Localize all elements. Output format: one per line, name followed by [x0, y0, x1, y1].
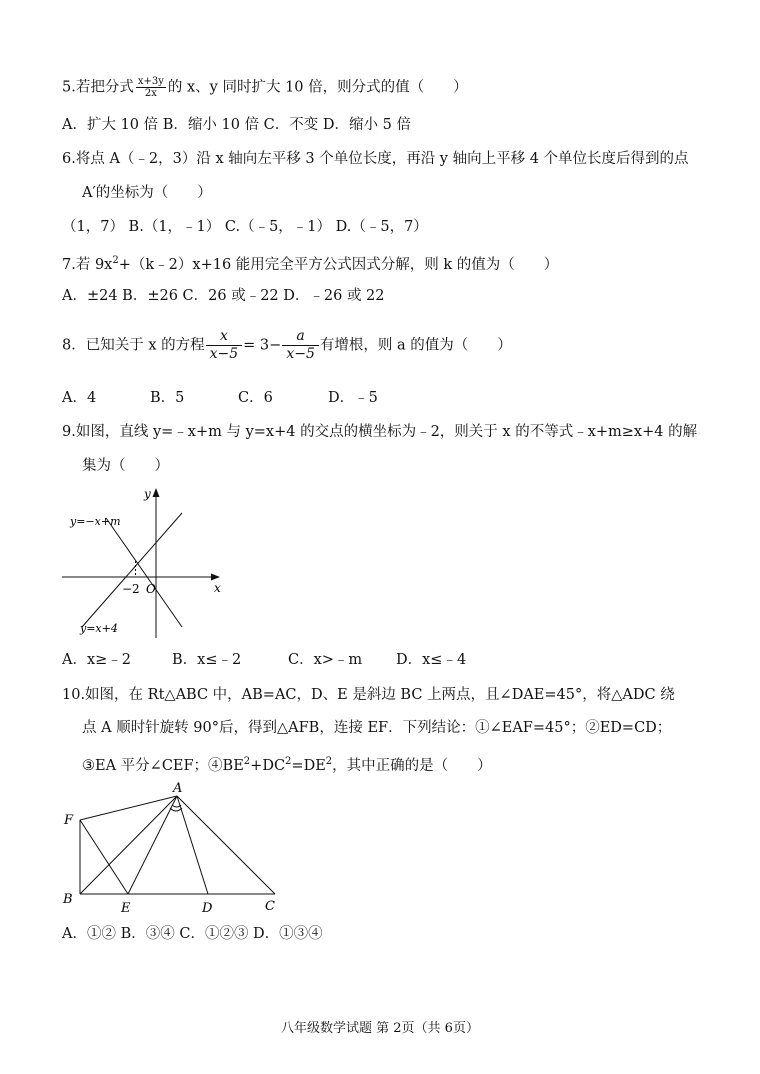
segment-AC: [177, 796, 275, 894]
q9-stem-line2: 集为（ ）: [82, 458, 169, 474]
x-axis-arrow: [211, 574, 220, 581]
q9-options: A．x≥﹣2 B．x≤﹣2 C．x>﹣m D．x≤﹣4: [62, 652, 467, 668]
line-y-eq-x-plus-4: [82, 513, 182, 627]
q10-stem-line2: 点 A 顺时针旋转 90°后，得到△AFB，连接 EF．下列结论：①∠EAF=45°；②ED=CD；: [82, 720, 672, 736]
label-A: A: [173, 781, 183, 796]
label-C: C: [265, 899, 275, 914]
q8-fraction-left: $\frac{x}{x-5}$: [206, 328, 243, 363]
segment-AB: [80, 796, 177, 894]
q5-stem: 5.若把分式 $\frac{x+3y}{2x}$ 的 x、y 同时扩大 10 倍，则分式的值（ ）: [62, 76, 468, 99]
label-line-x-plus-4: y=x+4: [80, 622, 118, 635]
q5-options: A．扩大 10 倍 B．缩小 10 倍 C．不变 D．缩小 5 倍: [62, 117, 411, 133]
label-line-neg-x-plus-m: y=−x+m: [70, 515, 121, 528]
q8-options: A．4 B．5 C．6 D．﹣5: [62, 390, 378, 406]
label-B: B: [63, 892, 73, 907]
q8-stem: 8．已知关于 x 的方程 $\frac{x}{x-5}$ = 3− $\frac{a}{x-5}$ 有增根，则 a 的值为（ ）: [62, 328, 512, 362]
label-origin: O: [146, 582, 156, 596]
label-E: E: [121, 901, 131, 916]
q9-figure: [60, 480, 230, 642]
q10-stem-line3: ③EA 平分∠CEF；$④BE^2+DC^2=DE^2$，其中正确的是（ ）: [82, 756, 492, 774]
q6-options: （1，7） B.（1，﹣1） C.（﹣5，﹣1） D.（﹣5，7）: [62, 219, 428, 235]
q6-stem-line2: A′的坐标为（ ）: [82, 185, 212, 201]
segment-AE: [128, 796, 177, 894]
q7-options: A．±24 B．±26 C．26 或﹣22 D．﹣26 或 22: [62, 288, 385, 304]
label-x: x: [214, 581, 221, 595]
q5-fraction: $\frac{x+3y}{2x}$: [137, 76, 164, 99]
segment-AD: [177, 796, 208, 894]
q9-stem-line1: 9.如图，直线 y=﹣x+m 与 y=x+4 的交点的横坐标为﹣2，则关于 x 的不等式﹣x+m≥x+4 的解: [62, 424, 698, 440]
angle-mark-1: [170, 808, 182, 811]
label-F: F: [64, 813, 74, 828]
segment-EF: [80, 820, 128, 894]
q7-stem: 7.若 $9x^2+(k﹣2)x+16$ 能用完全平方公式因式分解，则 k 的值为（ ）: [62, 255, 559, 273]
label-D: D: [202, 901, 213, 916]
label-neg2: −2: [122, 582, 140, 596]
segment-AF: [80, 796, 177, 820]
q10-options: A．①② B．③④ C．①②③ D．①③④: [62, 926, 323, 942]
page-footer: 八年级数学试题 第 2页（共 6页）: [281, 1021, 479, 1036]
line-y-eq-neg-x-plus-m: [106, 518, 182, 627]
y-axis-arrow: [153, 488, 160, 497]
q6-stem-line1: 6.将点 A（﹣2，3）沿 x 轴向左平移 3 个单位长度，再沿 y 轴向上平移 4 个单位长度后得到的点: [62, 151, 689, 167]
q10-stem-line1: 10.如图，在 Rt△ABC 中，AB=AC，D、E 是斜边 BC 上两点，且∠DAE=45°，将△ADC 绕: [62, 687, 675, 703]
label-y: y: [144, 487, 151, 501]
q10-figure: [56, 778, 288, 918]
q8-fraction-right: $\frac{a}{x-5}$: [282, 328, 319, 363]
